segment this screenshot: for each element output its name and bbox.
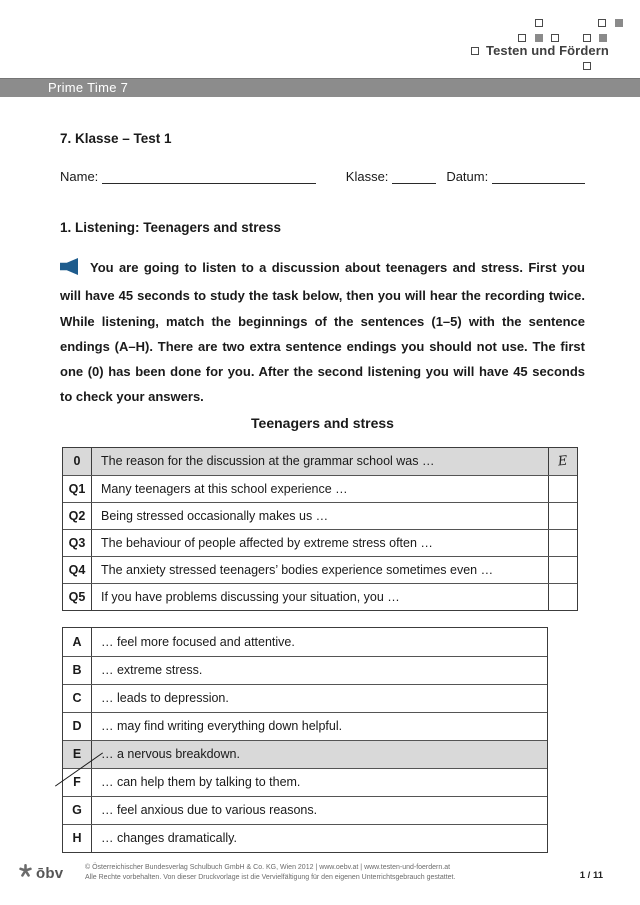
logo-square-icon [615,19,623,27]
answer-cell[interactable] [548,530,577,556]
logo-square-icon [518,34,526,42]
row-text: The reason for the discussion at the grammar school was … [101,454,435,469]
name-field[interactable] [102,169,315,184]
answer-cell[interactable] [548,557,577,583]
datum-label: Datum: [446,169,489,184]
name-label: Name: [60,169,99,184]
table-row [63,583,577,610]
row-text: … a nervous breakdown. [101,747,240,762]
logo-square-icon [583,62,591,70]
page-number: 1 / 11 [579,870,603,881]
student-info-row [60,169,585,184]
row-label: Q5 [63,584,92,610]
logo-square-icon [599,34,607,42]
sentence-endings-table [62,627,548,853]
row-label: G [63,797,92,824]
table-row [63,768,547,796]
answer-cell[interactable] [548,584,577,610]
row-text: … can help them by talking to them. [101,775,301,790]
row-text: Many teenagers at this school experience … [101,481,348,496]
row-text: … changes dramatically. [101,831,237,846]
series-title: Prime Time 7 [48,80,129,95]
task-heading: Teenagers and stress [251,414,394,431]
row-text: … extreme stress. [101,663,203,678]
content-area [60,97,585,853]
table-row [63,529,577,556]
klasse-label: Klasse: [345,169,389,184]
logo-square-icon [551,34,559,42]
datum-field[interactable] [492,169,585,184]
table-row [63,796,547,824]
row-label: 0 [63,448,92,475]
row-text: If you have problems discussing your situation, you … [101,589,400,604]
row-text: … may find writing everything down helpful. [101,719,343,734]
publisher-logo [18,863,63,883]
series-title-bar [0,78,640,97]
publisher-name: ōbv [36,864,64,882]
copyright-line-2: Alle Rechte vorbehalten. Von dieser Druckvorlage ist die Vervielfältigung für den eigenen Unterrichtsgebrauch gestattet. [85,873,456,881]
logo-square-icon [583,34,591,42]
sentence-beginnings-table [62,447,578,611]
table-row-used-example [63,740,547,768]
row-label: F [63,769,92,796]
table-row [63,628,547,656]
row-label: H [63,825,92,852]
row-label: D [63,713,92,740]
table-row [63,502,577,529]
answer-cell[interactable] [548,476,577,502]
row-label: E [63,741,92,768]
section-title: 1. Listening: Teenagers and stress [60,220,282,235]
logo-square-icon [535,34,543,42]
logo-square-icon [598,19,606,27]
answer-cell[interactable] [548,503,577,529]
table-row [63,712,547,740]
row-label: A [63,628,92,656]
row-label: C [63,685,92,712]
klasse-field[interactable] [392,169,436,184]
table-row [63,475,577,502]
instructions-text: You are going to listen to a discussion about teenagers and stress. First you will have 45 seconds to study the task below, then you will hear the recording twice. While listening, match the beginnings of the sentences (1–5) with the sentence endings (A–H). There are two extra sentence endings you should not use. The first one (0) has been done for you. After the second listening you will have 45 seconds to check your answers. [60,260,585,405]
row-label: Q3 [63,530,92,556]
row-text: … feel anxious due to various reasons. [101,803,318,818]
row-label: Q1 [63,476,92,502]
example-answer: E [557,453,569,470]
answer-cell[interactable] [548,448,577,475]
copyright-text [85,863,475,882]
speaker-icon [60,258,81,283]
row-label: Q4 [63,557,92,583]
obv-star-icon [18,863,33,883]
table-row [63,448,577,475]
logo-square-icon [535,19,543,27]
row-text: Being stressed occasionally makes us … [101,508,329,523]
table-row [63,824,547,852]
table-row [63,684,547,712]
row-text: The behaviour of people affected by extreme stress often … [101,535,433,550]
logo-square-icon [471,47,479,55]
row-label: Q2 [63,503,92,529]
testen-und-foerdern-logo [462,14,638,76]
row-text: … feel more focused and attentive. [101,634,295,649]
copyright-line-1: © Österreichischer Bundesverlag Schulbuch GmbH & Co. KG, Wien 2012 | www.oebv.at | www.testen-und-foerdern.at [85,864,451,871]
sentence-endings-wrap [60,627,585,853]
row-label: B [63,657,92,684]
test-title: 7. Klasse – Test 1 [60,131,172,146]
row-text: The anxiety stressed teenagers’ bodies experience sometimes even … [101,562,494,577]
table-row [63,556,577,583]
table-row [63,656,547,684]
brand-name: Testen und Fördern [486,43,609,58]
row-text: … leads to depression. [101,691,229,706]
task-instructions [60,255,585,410]
